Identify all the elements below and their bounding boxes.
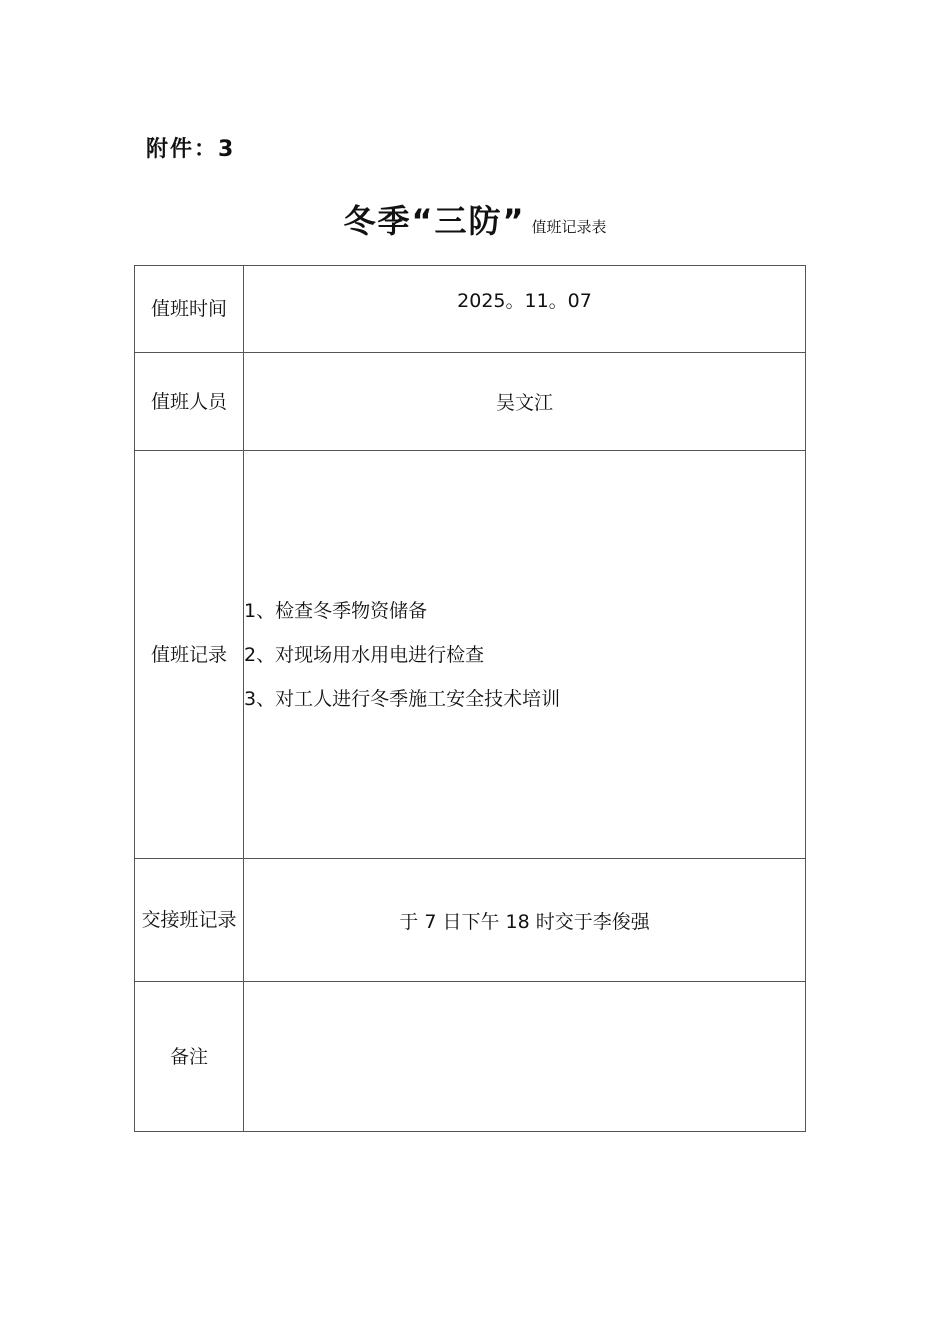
record-item: 1、检查冬季物资储备 xyxy=(244,599,428,622)
duty-staff-label: 值班人员 xyxy=(135,353,244,451)
duty-record-table xyxy=(134,265,806,1132)
title-main: 冬季“三防” xyxy=(343,202,526,240)
table-row-duty-staff xyxy=(135,353,806,451)
duty-records-list xyxy=(244,451,806,859)
record-item: 2、对现场用水用电进行检查 xyxy=(244,643,485,666)
duty-time-label: 值班时间 xyxy=(135,266,244,353)
table-row-duty-records xyxy=(135,451,806,859)
duty-records-label: 值班记录 xyxy=(135,451,244,859)
table-row-remarks xyxy=(135,982,806,1132)
duty-staff-value: 吴文江 xyxy=(244,353,806,451)
handover-value: 于 7 日下午 18 时交于李俊强 xyxy=(244,859,806,982)
record-item: 3、对工人进行冬季施工安全技术培训 xyxy=(244,687,561,710)
remarks-label: 备注 xyxy=(135,982,244,1132)
handover-label: 交接班记录 xyxy=(135,859,244,982)
table-row-handover xyxy=(135,859,806,982)
document-title xyxy=(0,196,950,242)
table-row-duty-time xyxy=(135,266,806,353)
remarks-value xyxy=(244,982,806,1132)
duty-time-value: 2025。11。07 xyxy=(244,266,806,353)
title-sub: 值班记录表 xyxy=(531,218,607,236)
attachment-label: 附件：3 xyxy=(146,137,236,162)
